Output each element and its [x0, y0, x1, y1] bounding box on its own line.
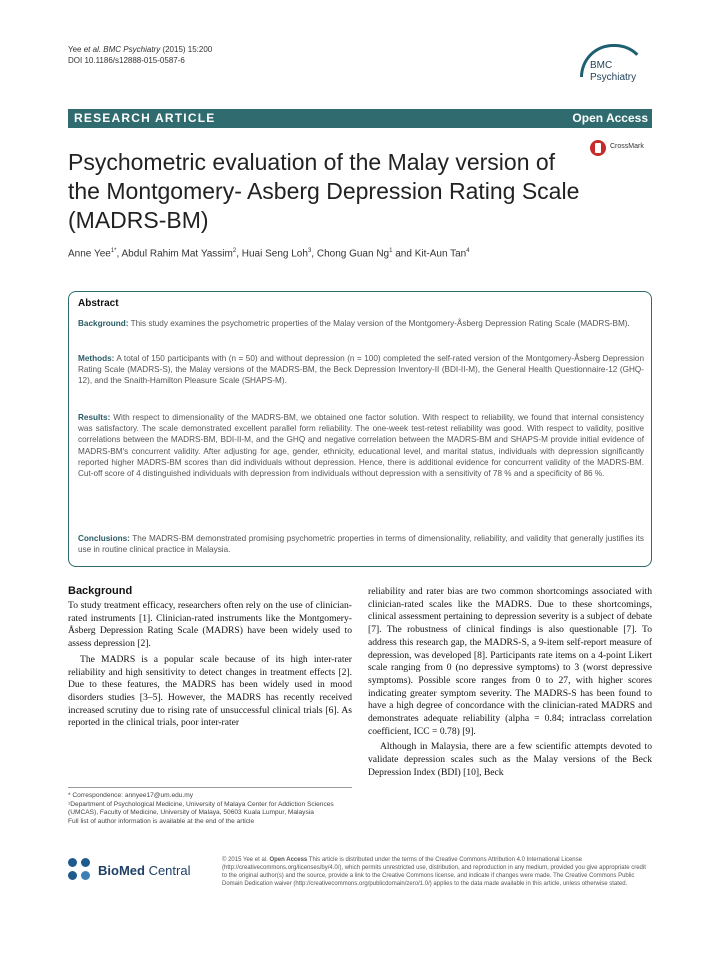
abstract-methods — [78, 353, 644, 387]
abstract-methods-text: A total of 150 participants with (n = 50) and without depression (n = 100) completed the self-rated version of the Montgomery-Åsberg Depression Rating Scale (MADRS-S), the Malay versions of the MADRS-BM, the Beck Depression Inventory-II (BDI-II-M), the General Health Questionnaire-12 (GHQ-12), and the Snaith-Hamilton Pleasure Scale (SHAPS-M). — [78, 354, 644, 386]
body-paragraph: The MADRS is a popular scale because of its high inter-rater reliability and high sensitivity to detect changes in treatment effects [2]. Due to these features, the MADRS has been widely used in mood disorders studies [3–5]. However, the MADRS has recently received increased scrutiny due to rising rate of unsuccessful clinical trials [6]. As reported in the clinical trials, poor inter-rater — [68, 653, 352, 729]
author-name: Huai Seng Loh — [241, 248, 308, 260]
author-name: Anne Yee — [68, 248, 111, 260]
biomed-central-mark-icon — [68, 858, 94, 884]
abstract-results — [78, 412, 644, 479]
bmc-psychiatry-logo-icon — [580, 44, 660, 94]
citation-doi: DOI 10.1186/s12888-015-0587-6 — [68, 56, 185, 65]
citation-journal: et al. BMC Psychiatry — [83, 45, 161, 54]
author-name: Abdul Rahim Mat Yassim — [121, 248, 233, 260]
footnotes — [68, 792, 358, 826]
citation-volume: (2015) 15:200 — [160, 45, 213, 54]
publisher-name-rest: Central — [144, 863, 191, 878]
abstract-conclusions-label: Conclusions: — [78, 534, 130, 543]
license-body: This article is distributed under the terms of the Creative Commons Attribution 4.0 International License (http://creativecommons.org/licenses/by/4.0/), which permits unrestricted use, distribution, and reproduction in any medium, provided you give appropriate credit to the original author(s) and the source, provide a link to the Creative Commons license, and indicate if changes were made. The Creative Commons Public Domain Dedication waiver (http://creativecommons.org/publicdomain/zero/1.0/) applies to the data made available in this article, unless otherwise stated. — [222, 857, 646, 887]
author-conjunction: and — [392, 248, 415, 260]
abstract-background — [78, 318, 644, 329]
abstract-conclusions-text: The MADRS-BM demonstrated promising psychometric properties in terms of dimensionality, reliability, and validity that generally justifies its use in routine clinical practice in Malaysia. — [78, 534, 644, 555]
journal-logo-line1: BMC — [590, 60, 613, 71]
abstract-background-label: Background: — [78, 319, 129, 328]
author-info-note: Full list of author information is available at the end of the article — [68, 817, 255, 825]
crossmark-label: CrossMark — [610, 143, 644, 150]
author-affiliation-mark: 1 — [389, 248, 393, 254]
abstract-methods-label: Methods: — [78, 354, 115, 363]
article-type-label: RESEARCH ARTICLE — [74, 111, 216, 125]
correspondence-note: * Correspondence: annyee17@um.edu.my — [68, 792, 194, 799]
author-name: Chong Guan Ng — [316, 248, 390, 260]
author-affiliation-mark: 3 — [307, 248, 312, 254]
author-list: Anne Yee$^{1*}$, Abdul Rahim Mat Yassim$^2$, Huai Seng Loh$^3$, Chong Guan Ng$^1$ and Kit-Aun Tan$^4$ — [68, 248, 470, 260]
crossmark-icon — [590, 140, 606, 156]
background-heading: Background — [68, 585, 133, 597]
body-right-column — [368, 586, 652, 780]
publisher-name-bold: BioMed — [98, 863, 145, 878]
abstract-results-label: Results: — [78, 413, 111, 422]
abstract-heading: Abstract — [78, 298, 119, 309]
author-affiliation-mark: 1* — [110, 248, 117, 254]
open-access-label: Open Access — [572, 111, 648, 125]
footnote-divider — [68, 787, 352, 788]
author-affiliation-mark: 4 — [466, 248, 470, 254]
author-name: Kit-Aun Tan — [414, 248, 467, 260]
abstract-results-text: With respect to dimensionality of the MADRS-BM, we obtained one factor solution. With respect to reliability, we found that internal consistency was satisfactory. The scale demonstrated excellent parallel form reliability. The one-week test-retest reliability was good. With respect to validity, positive correlations between the MADRS-BM, BDI-II-M, and the GHQ and negative correlation between the MADRS-BM and SHAPS-M provide initial evidence of MADRS-BM's concurrent validity. After adjusting for age, gender, ethnicity, educational level, and marital status, individuals with depression significantly reported higher MADRS-BM scores than did individuals without depression. Hence, there is additional evidence for concurrent validity of the MADRS-BM. Cut-off score of 4 distinguished individuals with depression from individuals without depression with a sensitivity of 78 % and a specificity of 86 %. — [78, 413, 644, 479]
biomed-central-logo-icon — [68, 858, 208, 884]
citation — [68, 44, 212, 66]
license-text — [222, 856, 652, 888]
article-title: Psychometric evaluation of the Malay version of the Montgomery- Asberg Depression Rating Scale (MADRS-BM) — [68, 149, 580, 233]
journal-logo-line2: Psychiatry — [590, 72, 637, 83]
citation-author: Yee — [68, 45, 84, 54]
body-paragraph: To study treatment efficacy, researchers often rely on the use of clinician-rated instruments [1]. Clinician-rated instruments like the Montgomery-Åsberg Depression Rating Scale (MADRS) have been widely used to assess depression [2]. — [68, 600, 352, 650]
body-left-column — [68, 600, 352, 730]
license-copyright: © 2015 Yee et al. — [222, 857, 268, 863]
license-open-access: Open Access — [267, 857, 308, 863]
body-paragraph: reliability and rater bias are two common shortcomings associated with clinician-rated scales like the MADRS. Due to these shortcomings, clinical assessment pertaining to depression severity is a subject of debate [7]. The robustness of clinical findings is also questionable [7]. To address this research gap, the MADRS-S, a 9-item self-report measure of depression, was developed [8]. Participants rate items on a 4-point Likert scale ranging from 0 (no depressive symptoms) to 3 (worst depressive symptoms). Possible score ranges from 0 to 27, with higher scores indicating greater symptom severity. The MADRS-S has been found to have a high degree of concordance with the clinician-rated MADRS and demonstrates adequate reliability (alpha = 0.84; intraclass correlation coefficient, ICC = 0.78) [9]. — [368, 586, 652, 737]
abstract-background-text: This study examines the psychometric properties of the Malay version of the Montgomery-Åsberg Depression Rating Scale (MADRS-BM). — [128, 319, 630, 328]
crossmark-badge[interactable] — [590, 140, 652, 160]
abstract-conclusions — [78, 533, 644, 555]
affiliation-note: ¹Department of Psychological Medicine, University of Malaya Center for Addiction Sciences (UMCAS), Faculty of Medicine, University of Malaya, 50603 Kuala Lumpur, Malaysia — [68, 800, 334, 817]
author-affiliation-mark: 2 — [232, 248, 237, 254]
body-paragraph: Although in Malaysia, there are a few scientific attempts devoted to validate depression scales such as the Malay versions of the Beck Depression Index (BDI) [10], Beck — [368, 741, 652, 778]
